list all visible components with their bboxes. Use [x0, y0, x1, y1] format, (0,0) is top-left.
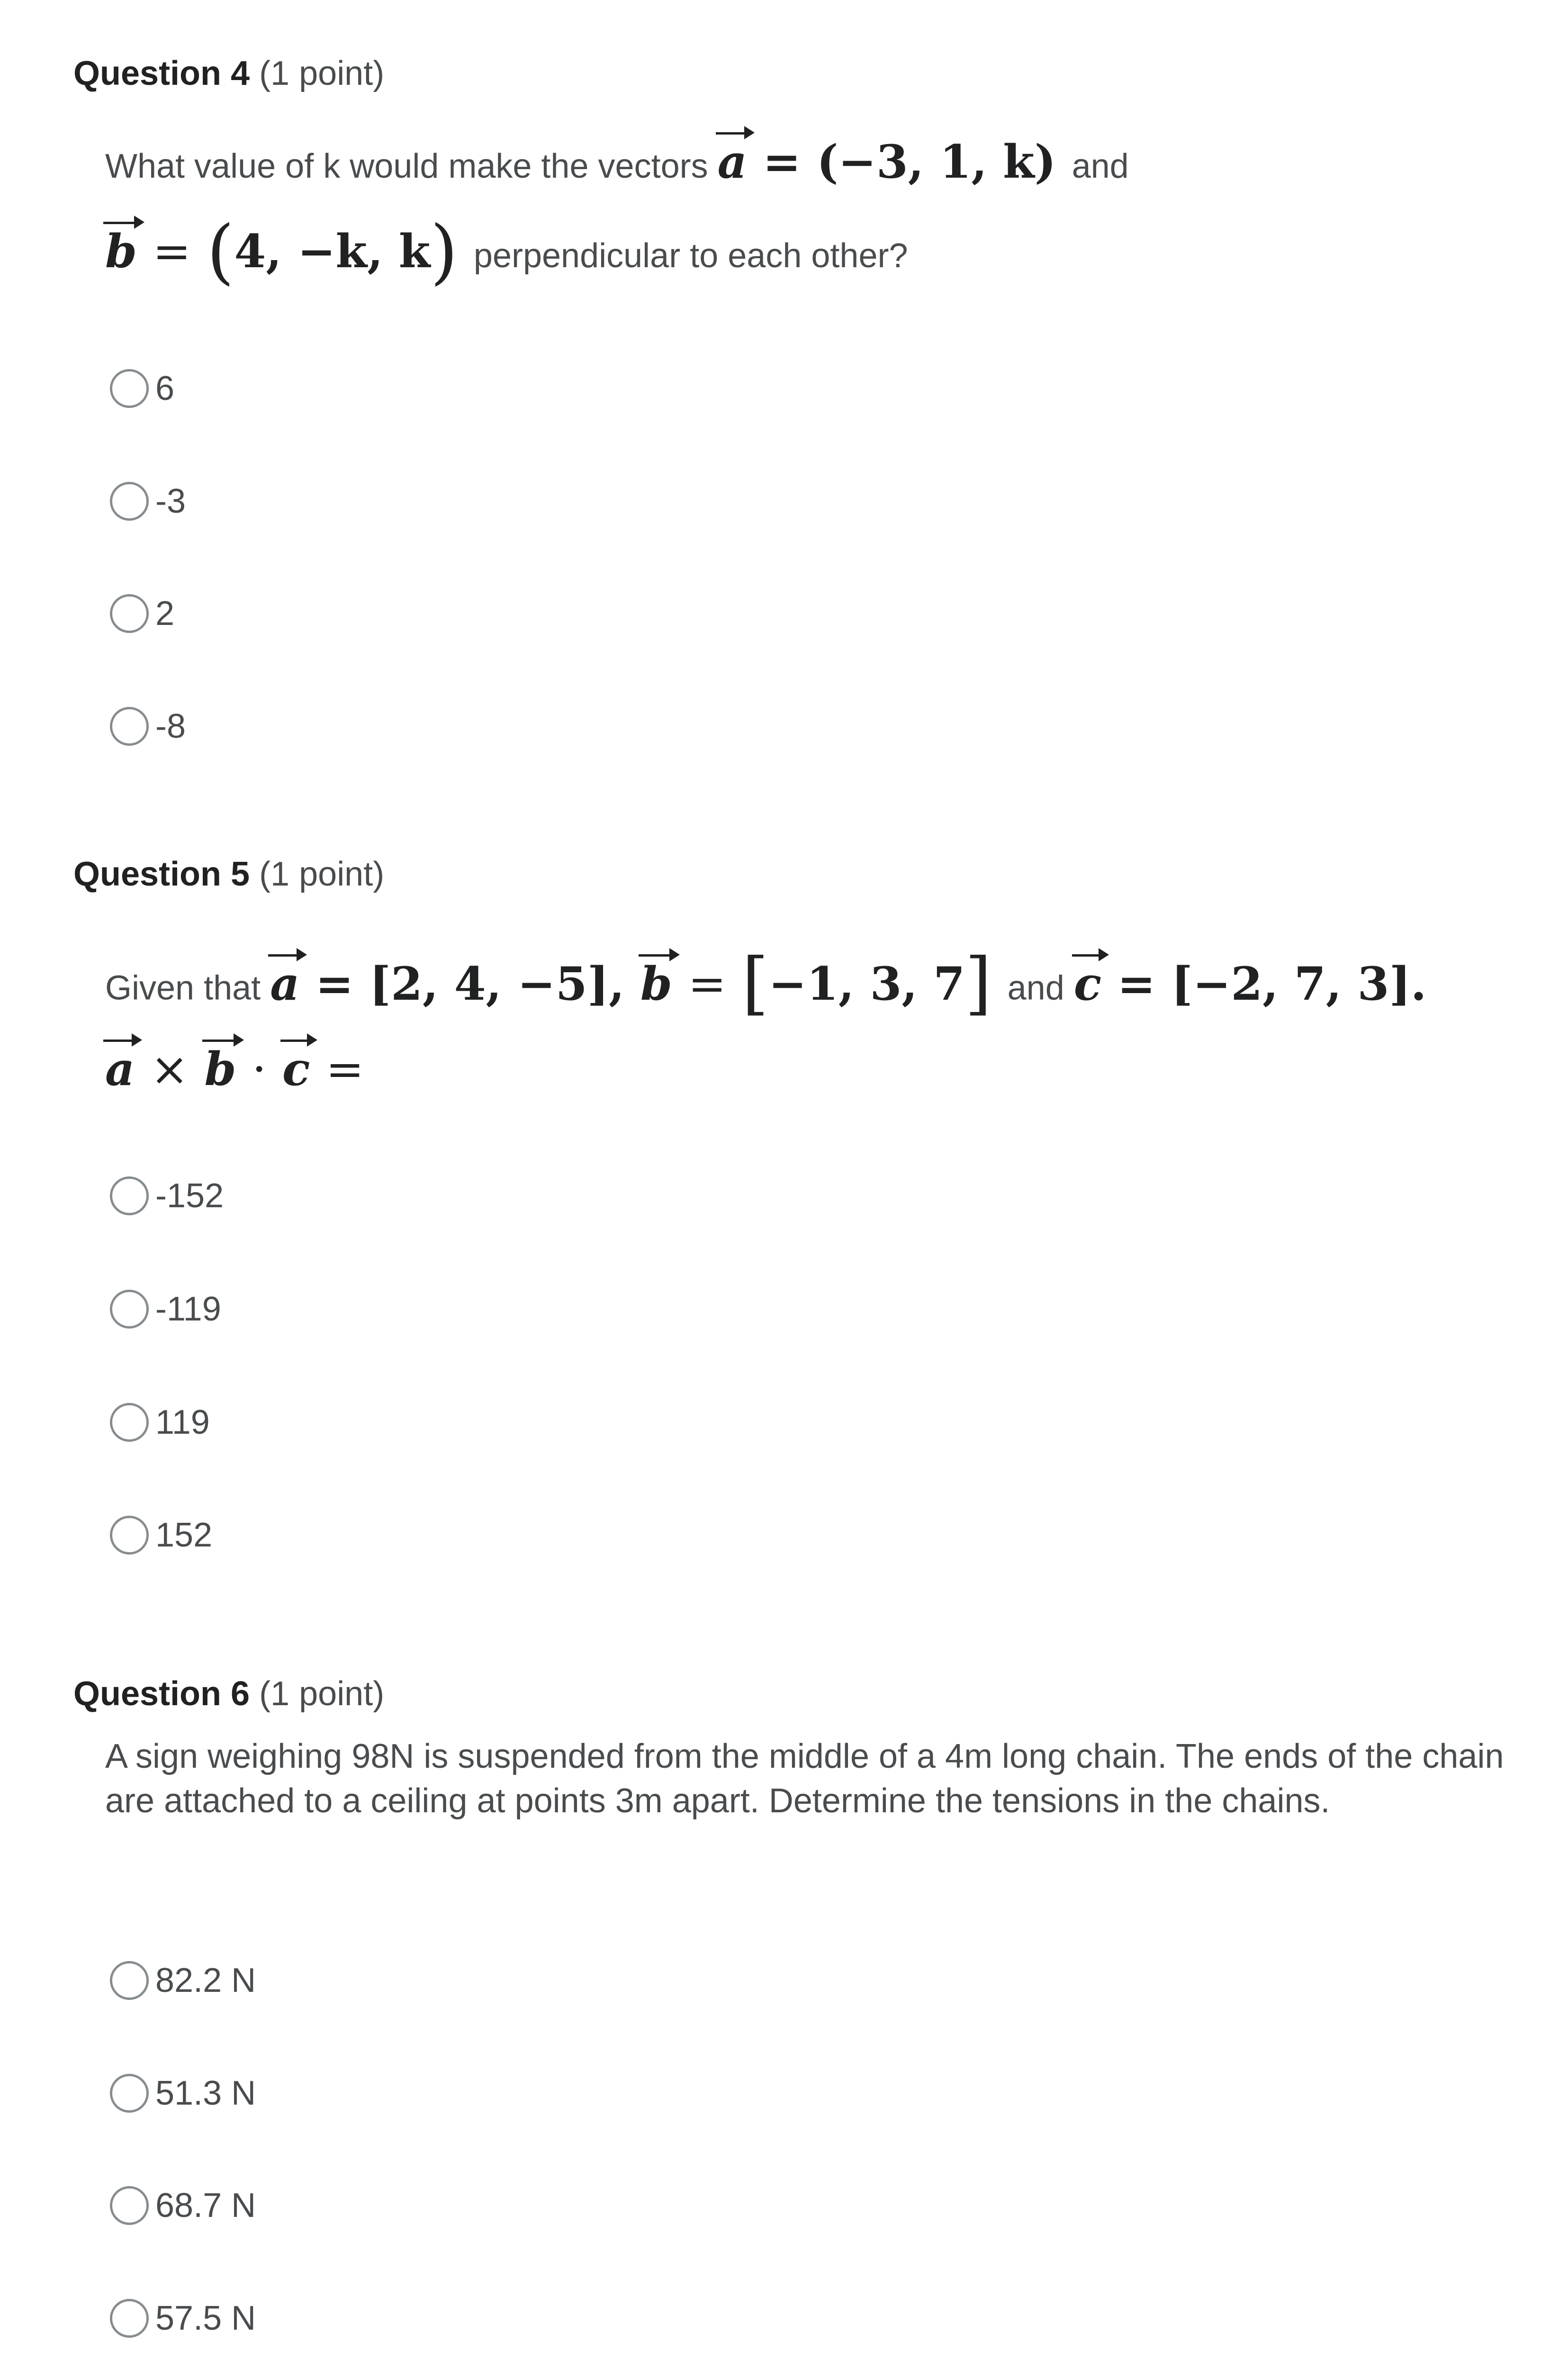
answer-option[interactable] — [110, 1957, 256, 2004]
radio-button[interactable] — [110, 1403, 149, 1442]
vector-a-value: = (−3, 1, k) — [763, 135, 1056, 189]
stem-text: perpendicular to each other? — [473, 237, 908, 275]
left-paren: ( — [207, 211, 234, 293]
question-points: (1 point) — [259, 54, 385, 92]
radio-button[interactable] — [110, 594, 149, 633]
vector-c-value: = [−2, 7, 3]. — [1117, 957, 1427, 1011]
radio-button[interactable] — [110, 1516, 149, 1555]
option-label: 68.7 N — [155, 2187, 256, 2224]
option-label: 82.2 N — [155, 1962, 256, 1999]
radio-button[interactable] — [110, 369, 149, 408]
question-points: (1 point) — [259, 855, 385, 893]
radio-button[interactable] — [110, 1961, 149, 2000]
question-stem-line-1 — [105, 943, 1426, 1022]
vector-equation-c — [1074, 957, 1427, 1011]
radio-button[interactable] — [110, 482, 149, 521]
cross-operator: × — [150, 1043, 189, 1096]
question-points: (1 point) — [259, 1675, 385, 1713]
radio-button[interactable] — [110, 2299, 149, 2338]
vector-equation-a — [718, 135, 1072, 189]
question-title — [73, 52, 384, 95]
answer-option[interactable] — [110, 1285, 221, 1333]
right-paren: ) — [430, 211, 458, 293]
vector-equation-b — [105, 211, 474, 293]
answer-option[interactable] — [110, 2182, 256, 2229]
answer-option[interactable] — [110, 1399, 210, 1446]
question-title — [73, 1673, 384, 1715]
vector-equation-a — [270, 957, 640, 1011]
answer-option[interactable] — [110, 365, 174, 412]
answer-option[interactable] — [110, 2070, 256, 2117]
triple-product-expression — [105, 1042, 364, 1096]
option-label: -8 — [155, 707, 186, 745]
question-stem-line-1 — [105, 135, 1129, 189]
left-bracket: [ — [742, 943, 769, 1022]
option-label: 152 — [155, 1516, 213, 1554]
vector-a-symbol: a — [105, 1042, 135, 1096]
vector-a-symbol: a — [717, 135, 747, 189]
vector-b-symbol: b — [204, 1042, 236, 1096]
answer-option[interactable] — [110, 478, 186, 525]
option-label: 57.5 N — [155, 2299, 256, 2337]
vector-c-symbol: c — [1073, 957, 1102, 1011]
answer-option[interactable] — [110, 703, 186, 750]
answer-option[interactable] — [110, 1172, 224, 1220]
dot-operator: · — [252, 1043, 267, 1096]
answer-option[interactable] — [110, 2295, 256, 2342]
question-title — [73, 853, 384, 895]
radio-button[interactable] — [110, 2074, 149, 2113]
option-label: 51.3 N — [155, 2074, 256, 2112]
option-label: 2 — [155, 595, 175, 633]
vector-c-symbol: c — [282, 1042, 310, 1096]
option-label: -119 — [155, 1290, 221, 1328]
option-label: -3 — [155, 482, 186, 520]
question-stem: A sign weighing 98N is suspended from the middle of a 4m long chain. The ends of the chain are attached to a ceiling at points 3m apart. Determine the tensions in the chains. — [105, 1737, 1504, 1820]
question-number: Question 4 — [73, 54, 250, 92]
vector-b-symbol: b — [640, 957, 673, 1011]
equals-sign: = — [688, 957, 726, 1011]
equals-sign: = — [153, 225, 191, 279]
vector-b-symbol: b — [105, 225, 137, 279]
question-stem-line-2 — [105, 1042, 364, 1096]
question-number: Question 6 — [73, 1675, 250, 1713]
question-number: Question 5 — [73, 855, 250, 893]
equals-sign: = — [325, 1043, 364, 1096]
stem-and: and — [1072, 147, 1129, 185]
stem-and: and — [1007, 969, 1064, 1007]
option-label: 6 — [155, 370, 175, 407]
question-stem-line-2 — [105, 211, 908, 293]
option-label: -152 — [155, 1177, 224, 1215]
vector-a-symbol: a — [270, 957, 300, 1011]
answer-option[interactable] — [110, 590, 174, 637]
right-bracket: ] — [965, 943, 992, 1022]
stem-text: Given that — [105, 969, 261, 1007]
answer-option[interactable] — [110, 1511, 212, 1559]
vector-b-value: −1, 3, 7 — [768, 957, 965, 1011]
vector-b-value: 4, −k, k — [234, 225, 431, 279]
radio-button[interactable] — [110, 707, 149, 746]
radio-button[interactable] — [110, 1176, 149, 1215]
vector-a-value: = [2, 4, −5], — [315, 957, 625, 1011]
option-label: 119 — [155, 1403, 210, 1441]
radio-button[interactable] — [110, 1290, 149, 1329]
stem-text: What value of k would make the vectors — [105, 147, 708, 185]
radio-button[interactable] — [110, 2186, 149, 2225]
vector-equation-b — [640, 943, 1008, 1022]
